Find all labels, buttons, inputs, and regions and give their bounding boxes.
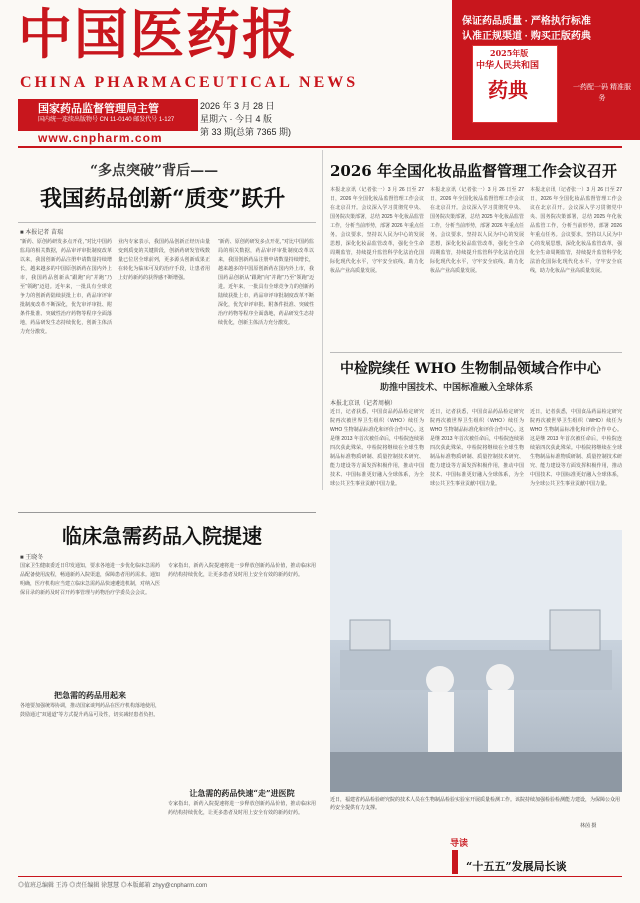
book-title-large: 药典 (488, 78, 528, 102)
column-divider (322, 150, 323, 490)
footer: ◎值班总编辑 王涛 ◎责任编辑 徐慧慧 ◎本版邮箱 zhyy@cnpharm.com (18, 883, 208, 889)
book-edition: 2025年版 (490, 48, 529, 58)
story4-subheadline: 助推中国技术、中国标准融入全球体系 (380, 383, 534, 393)
date-block (200, 100, 291, 139)
publication-info: 国内统一连续出版物号 CN 11-0140 邮发代号 1-127 (38, 117, 175, 123)
story1-column-2: 业内专家表示，我国药品创新正经历由量变到质变的关键阶段，创新药研发管线数量已位居全球前列，更多源头创新成果正在转化为临床可及的治疗手段，让患者用上好药新药的获得感不断增强。 (118, 239, 210, 281)
story2-column-1: 国家卫生健康委近日印发通知，要求各地进一步优化临床急需药品配备使用流程，畅通新药入院渠道，保障患者用药需求。通知明确，医疗机构应当建立临床急需药品快速遴选机制，对纳入医保目录的新药及时召开药事管理与药物治疗学委员会会议。 (20, 563, 160, 596)
story3-column-3: 本报北京讯（记者张一）3 月 26 日至 27 日，2026 年全国化妆品监督管理工作会议在北京召开。会议深入学习贯彻党中央、国务院决策部署，总结 2025 年化妆品监管工作，分析当前形势，部署 2026 年重点任务。会议要求，坚持以人民为中心的发展思想，深化化妆品监管改革，强化全生命周期监管，持续提升监管科学化法治化国际化现代化水平，守牢安全底线，助力化妆品产业高质量发展。 (530, 187, 622, 274)
story2-headline[interactable]: 临床急需药品入院提速 (62, 524, 262, 548)
story4-column-1: 近日，记者获悉，中国食品药品检定研究院再次被世界卫生组织（WHO）续任为 WHO 生物制品标准化和评价合作中心。这是继 2013 年首次被任命后，中检院连续第四次获此殊荣。中检院将继续在全球生物制品标准物质研制、质量控制技术研究、能力建设等方面发挥积极作用，推动中国技术、中国标准更好融入全球体系，为全球公共卫生事业贡献中国力量。 (330, 409, 424, 487)
photo-credit: 林茵 摄 (580, 823, 597, 829)
ad-slogan-line-2: 认准正规渠道 · 购买正版药典 (462, 31, 591, 42)
story1-kicker: “多点突破”背后—— (90, 163, 219, 179)
ad-slogan (462, 14, 591, 44)
story2-column-1b: 各地要加强统筹协调，推动国家谈判药品在医疗机构落地使用，鼓励通过“双通道”等方式提升药品可及性，切实减轻患者负担。 (20, 703, 160, 718)
issue-number: 第 33 期(总第 7365 期) (200, 127, 292, 137)
story2-subhead-1: 把急需的药品用起来 (54, 690, 126, 700)
story1-divider (18, 222, 316, 223)
story3-column-1: 本报北京讯（记者张一）3 月 26 日至 27 日，2026 年全国化妆品监督管理工作会议在北京召开。会议深入学习贯彻党中央、国务院决策部署，总结 2025 年化妆品监管工作，分析当前形势，部署 2026 年重点任务。会议要求，坚持以人民为中心的发展思想，深化化妆品监管改革，强化全生命周期监管，持续提升监管科学化法治化国际化现代化水平，守牢安全底线，助力化妆品产业高质量发展。 (330, 187, 424, 274)
ad-side-note: 一药配一码 精准服务 (573, 84, 631, 102)
masthead-english-title: CHINA PHARMACEUTICAL NEWS (20, 74, 359, 91)
story2-subhead-2: 让急需的药品快速“走”进医院 (189, 788, 295, 798)
story3-column-2: 本报北京讯（记者张一）3 月 26 日至 27 日，2026 年全国化妆品监督管理工作会议在北京召开。会议深入学习贯彻党中央、国务院决策部署，总结 2025 年化妆品监管工作，分析当前形势，部署 2026 年重点任务。会议要求，坚持以人民为中心的发展思想，深化化妆品监管改革，强化全生命周期监管，持续提升监管科学化法治化国际化现代化水平，守牢安全底线，助力化妆品产业高质量发展。 (430, 187, 524, 274)
website-url[interactable]: www.cnpharm.com (38, 131, 163, 145)
story1-column-3: “新药、原创药研发多点开花，”对比中国药监局的相关数据，药品审评审批制度改革以来，我国创新药品注册申请数量持续增长，越来越多的中国原创新药在国内外上市，我国药品创新从“跟跑”向“并跑”乃至“领跑”迈进。近年来，一批具有全球竞争力的创新药陆续获批上市，药品审评审批制度改革不断深化，优先审评审批、附条件批准、突破性治疗药物等程序全面落地，药品研发生态持续优化，创新主体活力充分激发。 (218, 239, 314, 326)
photo-caption: 近日，福建省药品检验研究院的技术人员在生物制品检验实验室开展质量检测工作。该院持续加强检验检测能力建设，为保障公众用药安全提供有力支撑。 (330, 797, 621, 811)
story4-column-3: 近日，记者获悉，中国食品药品检定研究院再次被世界卫生组织（WHO）续任为 WHO 生物制品标准化和评价合作中心。这是继 2013 年首次被任命后，中检院连续第四次获此殊荣。中检院将继续在全球生物制品标准物质研制、质量控制技术研究、能力建设等方面发挥积极作用，推动中国技术、中国标准更好融入全球体系，为全球公共卫生事业贡献中国力量。 (530, 409, 622, 487)
ad-slogan-line-1: 保证药品质量 · 严格执行标准 (462, 16, 591, 27)
story4-column-2: 近日，记者获悉，中国食品药品检定研究院再次被世界卫生组织（WHO）续任为 WHO 生物制品标准化和评价合作中心。这是继 2013 年首次被任命后，中检院连续第四次获此殊荣。中检院将继续在全球生物制品标准物质研制、质量控制技术研究、能力建设等方面发挥积极作用，推动中国技术、中国标准更好融入全球体系，为全球公共卫生事业贡献中国力量。 (430, 409, 524, 487)
story3-headline[interactable]: 2026 年全国化妆品监督管理工作会议召开 (330, 162, 617, 180)
story1-byline: ■ 本报记者 苗瑞 (20, 230, 63, 236)
guide-accent-bar (452, 850, 458, 874)
story2-column-2: 专家指出，新药入院提速将进一步释放创新药品价值，推动临床用药结构持续优化，让更多患者及时用上安全有效的新药好药。 (168, 563, 316, 578)
story4-byline: 本报北京讯（记者周楠） (330, 401, 397, 407)
issue-date: 2026 年 3 月 28 日 (200, 101, 275, 111)
book-title: 中华人民共和国 (476, 61, 540, 71)
weekday: 星期六 · 今日 4 版 (200, 114, 273, 124)
guide-title[interactable]: “十五五”发展局长谈 (466, 860, 567, 873)
sponsor: 国家药品监督管理局主管 (38, 103, 159, 115)
story-divider (18, 512, 316, 513)
story3-divider (330, 352, 622, 353)
masthead-rule (18, 146, 622, 148)
masthead-title: 中国医药报 (18, 2, 298, 66)
footer-rule (18, 876, 622, 877)
guide-tag: 导读 (450, 839, 469, 849)
lab-scene (330, 530, 622, 792)
story4-headline[interactable]: 中检院续任 WHO 生物制品领域合作中心 (340, 361, 601, 377)
story2-column-2b: 专家指出，新药入院提速将进一步释放创新药品价值，推动临床用药结构持续优化，让更多患者及时用上安全有效的新药好药。 (168, 801, 316, 816)
story1-headline[interactable]: 我国药品创新“质变”跃升 (40, 186, 286, 212)
story2-byline: ■ 王晓冬 (20, 555, 44, 561)
lab-photo (330, 530, 622, 792)
story1-column-1: “新药、原创药研发多点开花，”对比中国药监局的相关数据，药品审评审批制度改革以来，我国创新药品注册申请数量持续增长，越来越多的中国原创新药在国内外上市，我国药品创新从“跟跑”向“并跑”乃至“领跑”迈进。近年来，一批具有全球竞争力的创新药陆续获批上市，药品审评审批制度改革不断深化，优先审评审批、附条件批准、突破性治疗药物等程序全面落地，药品研发生态持续优化，创新主体活力充分激发。 (20, 239, 112, 335)
